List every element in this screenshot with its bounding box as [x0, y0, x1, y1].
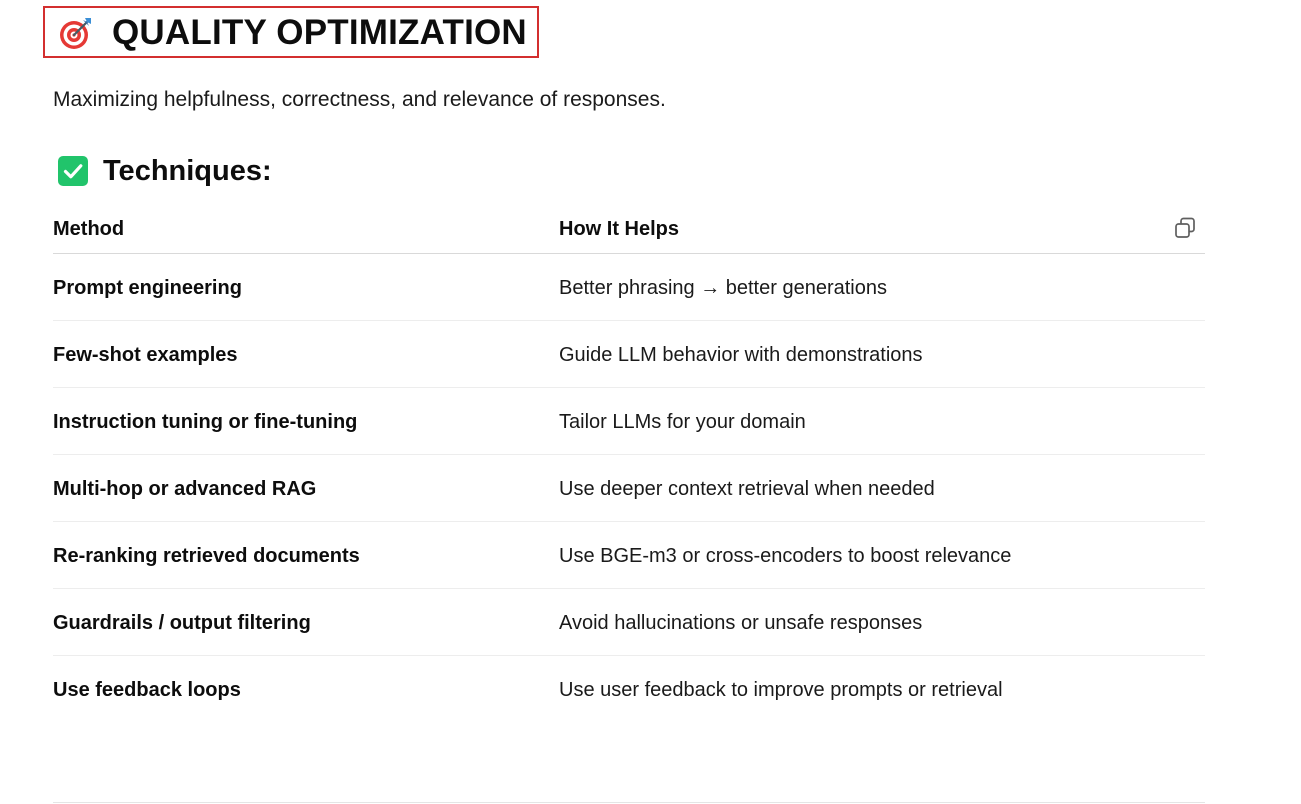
table-row [53, 656, 1205, 722]
table-row [53, 388, 1205, 455]
copy-icon[interactable] [1173, 216, 1197, 240]
method-cell: Multi-hop or advanced RAG [53, 478, 317, 500]
how-it-helps-cell: Use deeper context retrieval when needed [559, 478, 935, 500]
method-cell: Few-shot examples [53, 344, 238, 366]
method-cell: Re-ranking retrieved documents [53, 545, 360, 567]
table-row [53, 455, 1205, 522]
table-row [53, 321, 1205, 388]
section-divider [53, 802, 1205, 803]
table-row [53, 522, 1205, 589]
section-heading [58, 152, 272, 190]
how-it-helps-cell: Tailor LLMs for your domain [559, 411, 806, 433]
table-row [53, 254, 1205, 321]
table-row [53, 589, 1205, 656]
how-it-helps-cell: Guide LLM behavior with demonstrations [559, 344, 923, 366]
section-title-text: Techniques: [103, 154, 272, 187]
method-cell: Guardrails / output filtering [53, 612, 311, 634]
page-title [58, 12, 527, 54]
green-checkmark-icon [58, 156, 88, 186]
page-title-text: QUALITY OPTIMIZATION [112, 13, 527, 52]
column-header-how-it-helps: How It Helps [559, 218, 680, 240]
how-it-helps-cell: Use user feedback to improve prompts or retrieval [559, 679, 1003, 701]
method-cell: Prompt engineering [53, 277, 242, 299]
page-subtitle: Maximizing helpfulness, correctness, and relevance of responses. [53, 88, 666, 111]
how-it-helps-cell: Avoid hallucinations or unsafe responses [559, 612, 923, 634]
method-cell: Instruction tuning or fine-tuning [53, 411, 358, 433]
how-it-helps-cell: Better phrasing → better generations [559, 277, 887, 299]
how-it-helps-cell: Use BGE-m3 or cross-encoders to boost relevance [559, 545, 1012, 567]
target-dart-icon [58, 15, 94, 51]
table-header-row [53, 208, 1205, 254]
method-cell: Use feedback loops [53, 679, 241, 701]
column-header-method: Method [53, 218, 125, 240]
techniques-table [53, 208, 1205, 722]
